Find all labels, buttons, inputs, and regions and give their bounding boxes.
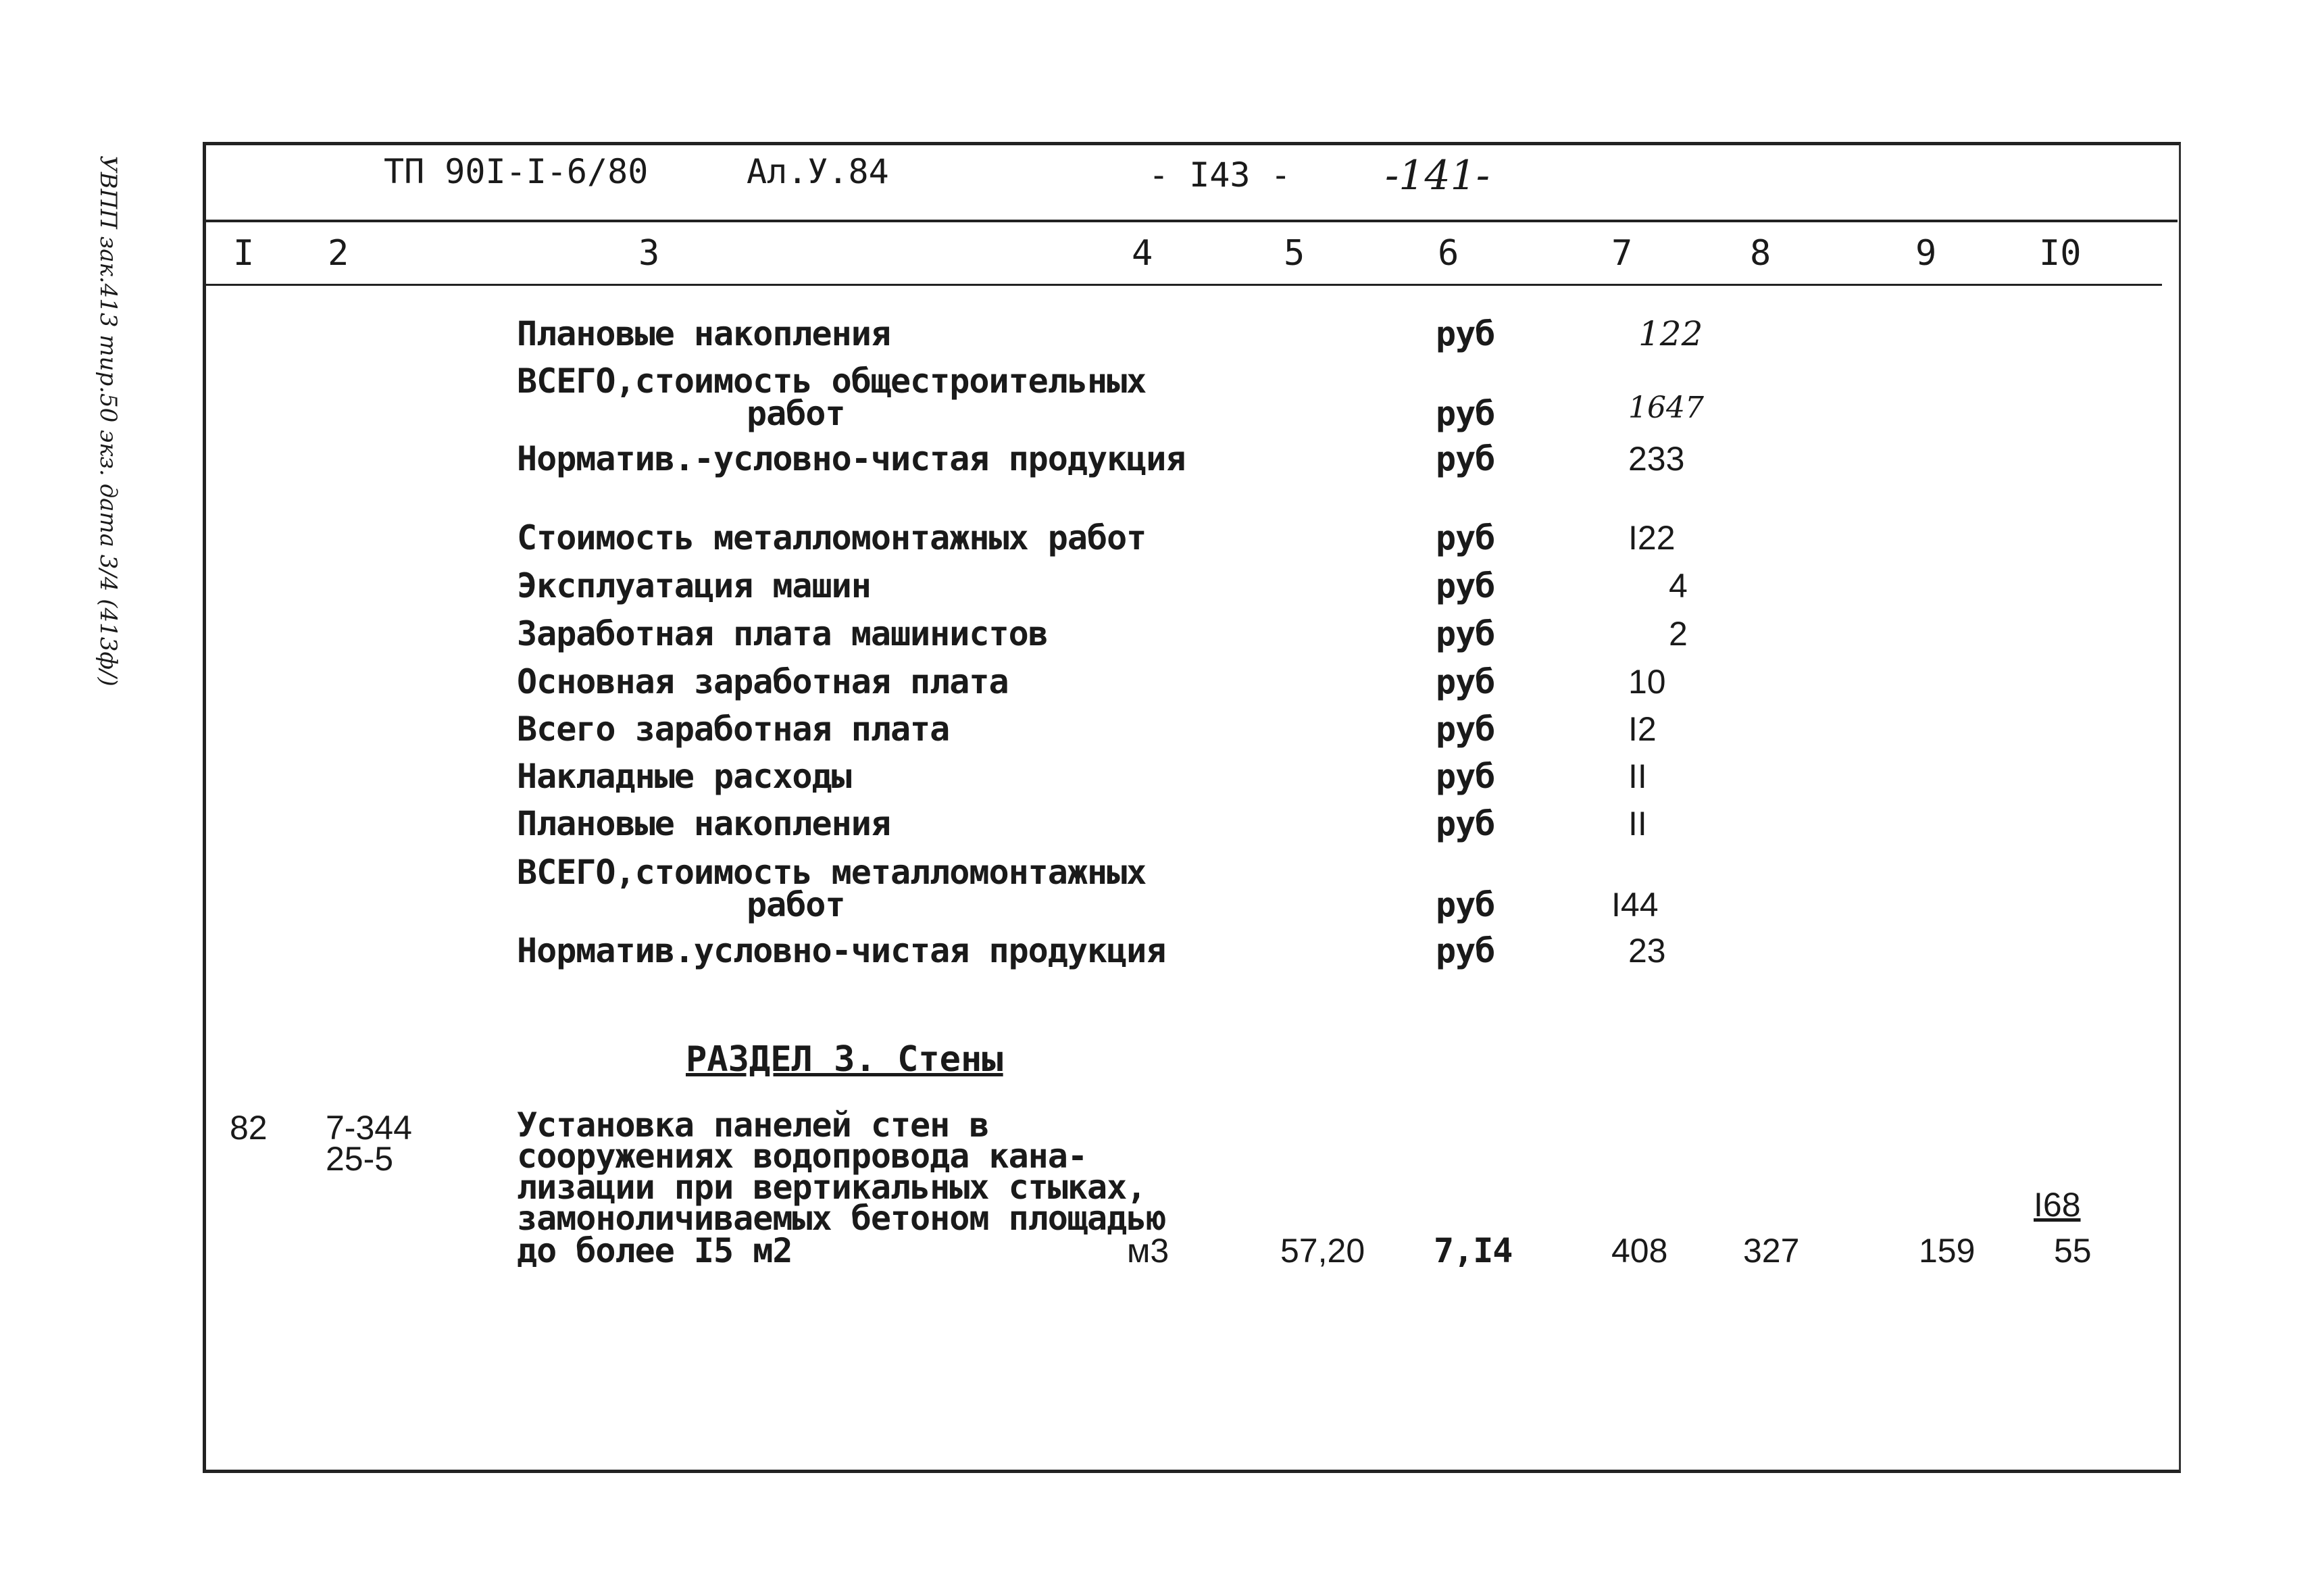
row-unit: руб (1436, 709, 1495, 749)
col-header-6: 6 (1438, 233, 1459, 274)
row-text: ВСЕГО,стоимость общестроительных (517, 361, 1147, 401)
row-value: 2 (1669, 615, 1688, 653)
col-header-10: I0 (2039, 233, 2082, 274)
row-value: 122 (1638, 314, 1703, 353)
col-header-7: 7 (1611, 233, 1633, 274)
row-unit: руб (1436, 931, 1495, 970)
row-unit: руб (1436, 885, 1495, 924)
row-text-cont: работ (747, 885, 845, 924)
row-unit: руб (1436, 614, 1495, 653)
col-header-1: I (233, 233, 255, 274)
columns-divider (203, 284, 2162, 286)
row-value: 1647 (1628, 391, 1704, 425)
row-text: Заработная плата машинистов (517, 614, 1048, 653)
section-title: РАЗДЕЛ 3. Стены (686, 1039, 1003, 1080)
row-value: 23 (1628, 932, 1666, 970)
row-unit: руб (1436, 757, 1495, 796)
row-value: 10 (1628, 663, 1666, 701)
row-unit: руб (1436, 566, 1495, 605)
row-text: Накладные расходы (517, 757, 851, 796)
item-desc-line: Установка панелей стен в (517, 1105, 989, 1145)
col-header-9: 9 (1915, 233, 1937, 274)
row-text: ВСЕГО,стоимость металломонтажных (517, 853, 1147, 892)
item-col10-denominator: 55 (2054, 1232, 2092, 1270)
row-text: Основная заработная плата (517, 662, 1009, 701)
row-value: 233 (1628, 440, 1685, 478)
row-text: Норматив.-условно-чистая продукция (517, 439, 1186, 478)
row-value: II (1628, 805, 1647, 843)
item-desc-line: замоноличиваемых бетоном площадью (517, 1199, 1166, 1238)
row-text: Стоимость металломонтажных работ (517, 518, 1147, 557)
row-unit: руб (1436, 314, 1495, 353)
item-col8: 327 (1743, 1232, 1800, 1270)
album-code: Ал.У.84 (747, 152, 889, 191)
col-header-3: 3 (638, 233, 660, 274)
page-number-handwritten: -141- (1385, 152, 1490, 199)
row-value: II (1628, 757, 1647, 795)
item-code-2: 25-5 (326, 1140, 394, 1178)
item-number: 82 (230, 1109, 268, 1147)
item-quantity: 57,20 (1280, 1232, 1365, 1270)
row-text: Эксплуатация машин (517, 566, 871, 605)
row-text: Плановые накопления (517, 314, 890, 353)
item-col7: 408 (1611, 1232, 1668, 1270)
row-unit: руб (1436, 518, 1495, 557)
row-text-cont: работ (747, 394, 845, 433)
item-code: 7-344 (326, 1109, 412, 1147)
row-text: Плановые накопления (517, 804, 890, 843)
row-value: 4 (1669, 567, 1688, 605)
item-unit-price: 7,I4 (1434, 1231, 1513, 1270)
item-desc-line: сооружениях водопровода кана- (517, 1137, 1087, 1176)
margin-note: УВПП зак.413 тир.50 экз. дата 3/4 (413ф/) (95, 155, 122, 687)
item-unit: м3 (1127, 1232, 1169, 1270)
row-value: I2 (1628, 710, 1657, 748)
row-value: I44 (1611, 886, 1659, 924)
row-unit: руб (1436, 439, 1495, 478)
row-unit: руб (1436, 662, 1495, 701)
row-unit: руб (1436, 394, 1495, 433)
row-value: I22 (1628, 519, 1676, 557)
doc-code: ТП 90I-I-6/80 (384, 152, 649, 191)
row-unit: руб (1436, 804, 1495, 843)
item-desc-line: до более I5 м2 (517, 1231, 793, 1270)
page-number: - I43 - (1149, 155, 1291, 195)
table-frame (203, 142, 2181, 1473)
col-header-2: 2 (328, 233, 349, 274)
col-header-5: 5 (1284, 233, 1305, 274)
item-col10-numerator: I68 (2034, 1186, 2081, 1224)
item-col9: 159 (1919, 1232, 1976, 1270)
row-text: Норматив.условно-чистая продукция (517, 931, 1166, 970)
row-text: Всего заработная плата (517, 709, 950, 749)
header-divider (203, 220, 2178, 222)
col-header-4: 4 (1132, 233, 1153, 274)
item-desc-line: лизации при вертикальных стыках, (517, 1168, 1147, 1207)
col-header-8: 8 (1750, 233, 1771, 274)
